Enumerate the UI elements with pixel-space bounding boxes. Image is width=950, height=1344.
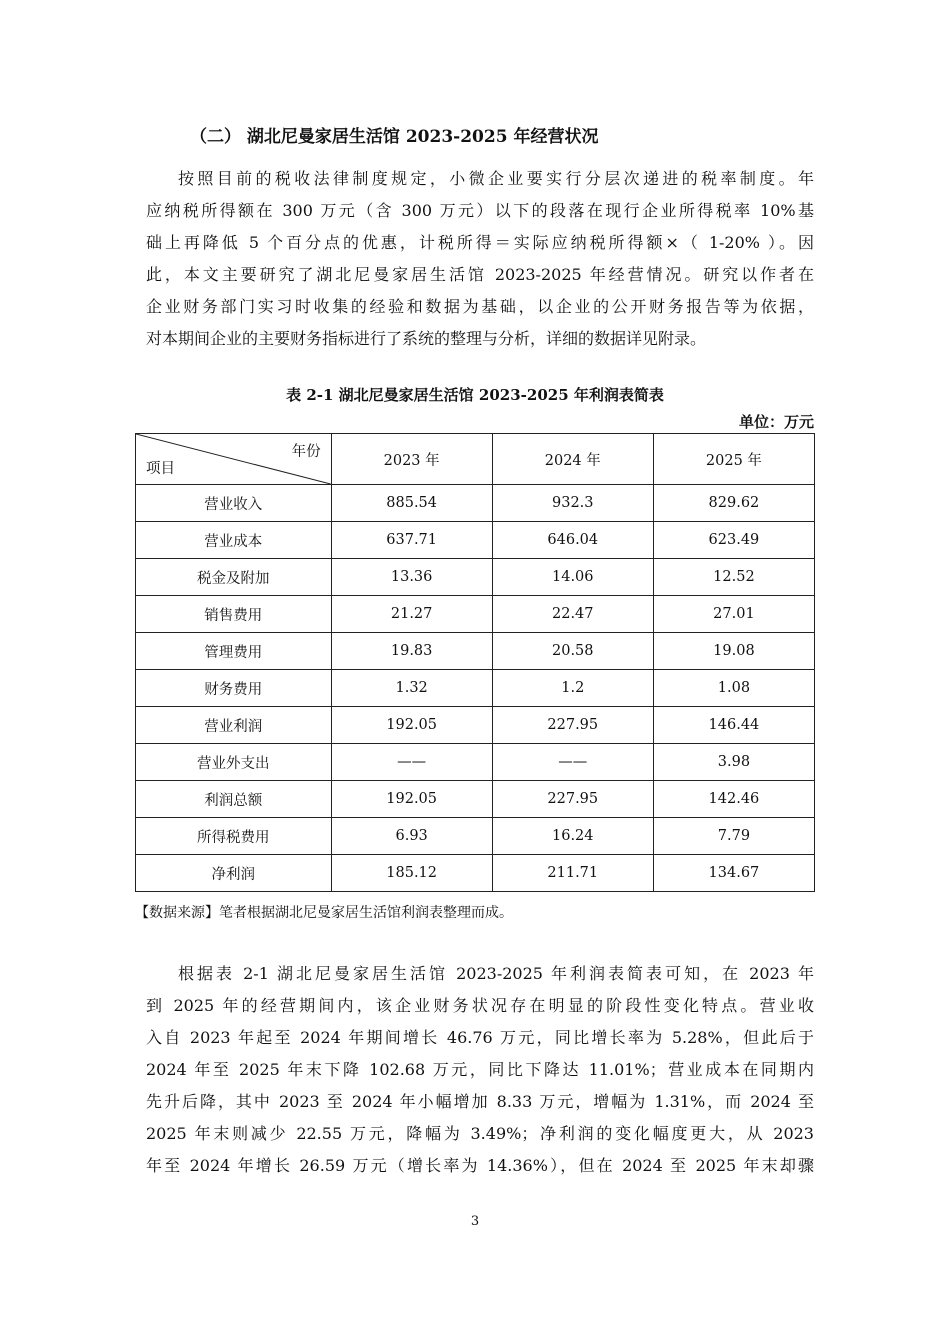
row-value: 134.67 bbox=[653, 855, 814, 892]
row-value: 192.05 bbox=[331, 781, 492, 818]
table-row bbox=[136, 485, 815, 522]
analysis-line: 先升后降，其中 2023 至 2024 年小幅增加 8.33 万元，增幅为 1.31%，而 2024 至 bbox=[146, 1092, 814, 1111]
row-value: 3.98 bbox=[653, 744, 814, 781]
table-caption: 表 2-1 湖北尼曼家居生活馆 2023-2025 年利润表简表 bbox=[286, 386, 664, 404]
table-row bbox=[136, 633, 815, 670]
intro-line: 企业财务部门实习时收集的经验和数据为基础，以企业的公开财务报告等为依据， bbox=[146, 297, 814, 316]
table-row bbox=[136, 855, 815, 892]
profit-table bbox=[135, 433, 815, 892]
table-row bbox=[136, 522, 815, 559]
row-item: 营业利润 bbox=[136, 707, 332, 744]
row-item: 净利润 bbox=[136, 855, 332, 892]
row-value: 142.46 bbox=[653, 781, 814, 818]
item-corner-label: 项目 bbox=[146, 461, 175, 477]
row-value: 22.47 bbox=[492, 596, 653, 633]
row-value: 932.3 bbox=[492, 485, 653, 522]
analysis-line: 根据表 2-1 湖北尼曼家居生活馆 2023-2025 年利润表简表可知，在 2023 年 bbox=[178, 964, 814, 983]
analysis-line: 2025 年末则减少 22.55 万元，降幅为 3.49%；净利润的变化幅度更大，从 2023 bbox=[146, 1124, 814, 1143]
row-value: 1.32 bbox=[331, 670, 492, 707]
row-value: 14.06 bbox=[492, 559, 653, 596]
table-row bbox=[136, 781, 815, 818]
row-value: 12.52 bbox=[653, 559, 814, 596]
table-row bbox=[136, 559, 815, 596]
row-item: 营业成本 bbox=[136, 522, 332, 559]
row-value: 6.93 bbox=[331, 818, 492, 855]
section-heading: （二） 湖北尼曼家居生活馆 2023-2025 年经营状况 bbox=[190, 127, 599, 147]
table-header-row bbox=[136, 434, 815, 485]
row-value: 646.04 bbox=[492, 522, 653, 559]
row-value: 623.49 bbox=[653, 522, 814, 559]
page-number: 3 bbox=[470, 1214, 480, 1229]
intro-line: 对本期间企业的主要财务指标进行了系统的整理与分析，详细的数据详见附录。 bbox=[146, 329, 707, 348]
intro-line: 按照目前的税收法律制度规定，小微企业要实行分层次递进的税率制度。年 bbox=[178, 169, 814, 188]
row-value: 13.36 bbox=[331, 559, 492, 596]
row-value: 227.95 bbox=[492, 781, 653, 818]
row-value: 1.08 bbox=[653, 670, 814, 707]
intro-line: 应纳税所得额在 300 万元（含 300 万元）以下的段落在现行企业所得税率 10%基 bbox=[146, 201, 814, 220]
row-value: 211.71 bbox=[492, 855, 653, 892]
analysis-paragraph bbox=[146, 958, 814, 1182]
row-value: 20.58 bbox=[492, 633, 653, 670]
intro-line: 此，本文主要研究了湖北尼曼家居生活馆 2023-2025 年经营情况。研究以作者在 bbox=[146, 265, 814, 284]
unit-label: 单位：万元 bbox=[738, 413, 814, 431]
row-item: 所得税费用 bbox=[136, 818, 332, 855]
data-source-note: 【数据来源】笔者根据湖北尼曼家居生活馆利润表整理而成。 bbox=[135, 905, 513, 921]
row-value: 19.83 bbox=[331, 633, 492, 670]
analysis-line: 到 2025 年的经营期间内，该企业财务状况存在明显的阶段性变化特点。营业收 bbox=[146, 996, 814, 1015]
intro-paragraph bbox=[146, 163, 814, 355]
row-value: —— bbox=[492, 744, 653, 781]
table-row bbox=[136, 818, 815, 855]
row-value: 146.44 bbox=[653, 707, 814, 744]
row-value: 227.95 bbox=[492, 707, 653, 744]
row-item: 利润总额 bbox=[136, 781, 332, 818]
row-value: 27.01 bbox=[653, 596, 814, 633]
row-item: 管理费用 bbox=[136, 633, 332, 670]
row-value: 16.24 bbox=[492, 818, 653, 855]
row-value: 19.08 bbox=[653, 633, 814, 670]
table-row bbox=[136, 707, 815, 744]
year-header: 2024 年 bbox=[492, 434, 653, 485]
table-row bbox=[136, 596, 815, 633]
row-item: 销售费用 bbox=[136, 596, 332, 633]
row-item: 营业收入 bbox=[136, 485, 332, 522]
table-row bbox=[136, 670, 815, 707]
intro-line: 础上再降低 5 个百分点的优惠，计税所得＝实际应纳税所得额×（ 1-20% ）。因 bbox=[146, 233, 814, 252]
row-value: 185.12 bbox=[331, 855, 492, 892]
year-header: 2023 年 bbox=[331, 434, 492, 485]
row-value: 21.27 bbox=[331, 596, 492, 633]
analysis-line: 入自 2023 年起至 2024 年期间增长 46.76 万元，同比增长率为 5.28%，但此后于 bbox=[146, 1028, 814, 1047]
row-item: 营业外支出 bbox=[136, 744, 332, 781]
row-item: 税金及附加 bbox=[136, 559, 332, 596]
row-item: 财务费用 bbox=[136, 670, 332, 707]
row-value: 7.79 bbox=[653, 818, 814, 855]
analysis-line: 2024 年至 2025 年末下降 102.68 万元，同比下降达 11.01%；营业成本在同期内 bbox=[146, 1060, 814, 1079]
row-value: 637.71 bbox=[331, 522, 492, 559]
analysis-line: 年至 2024 年增长 26.59 万元（增长率为 14.36%），但在 2024 至 2025 年末却骤 bbox=[146, 1156, 814, 1175]
year-corner-label: 年份 bbox=[291, 444, 321, 460]
row-value: 1.2 bbox=[492, 670, 653, 707]
row-value: 192.05 bbox=[331, 707, 492, 744]
row-value: —— bbox=[331, 744, 492, 781]
row-value: 829.62 bbox=[653, 485, 814, 522]
table-row bbox=[136, 744, 815, 781]
row-value: 885.54 bbox=[331, 485, 492, 522]
diagonal-header-cell bbox=[136, 434, 332, 485]
year-header: 2025 年 bbox=[653, 434, 814, 485]
